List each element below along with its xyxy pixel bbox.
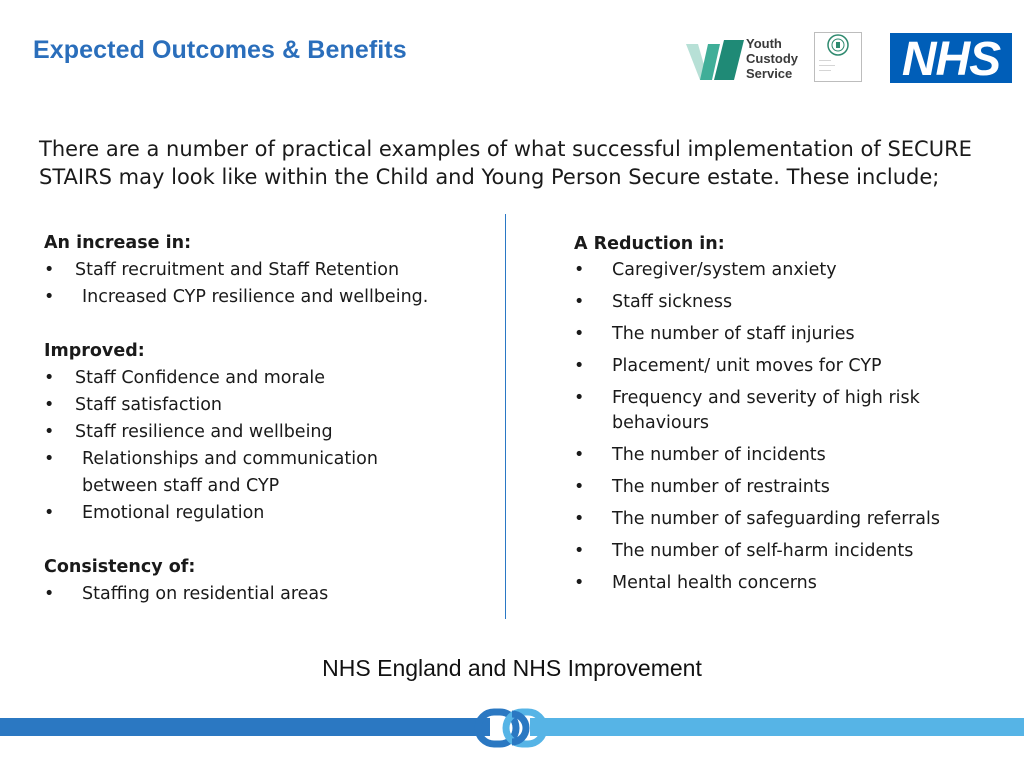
list-item: • Frequency and severity of high risk behaviours (574, 388, 920, 433)
list-item: • Emotional regulation (44, 503, 265, 523)
footer-bar-left (0, 718, 490, 736)
list-item: • Staff resilience and wellbeing (44, 422, 333, 442)
intro-paragraph: There are a number of practical examples of what successful implementation of SECURE STAIRS may look like within the Child and Young Person Secure estate. These include; (39, 137, 972, 189)
list-item: • The number of staff injuries (574, 324, 855, 344)
list-item: • The number of restraints (574, 477, 830, 497)
youth-custody-service-logo-mark (684, 34, 746, 82)
reduction-heading: A Reduction in: (574, 234, 725, 254)
list-item: • Staff Confidence and morale (44, 368, 326, 388)
list-item: • Staffing on residential areas (44, 584, 329, 604)
footer-label: NHS England and NHS Improvement (322, 655, 702, 681)
youth-custody-service-logo-text: Youth Custody Service (746, 36, 798, 81)
list-item: • The number of self-harm incidents (574, 541, 914, 561)
improved-heading: Improved: (44, 341, 145, 361)
list-item: • Placement/ unit moves for CYP (574, 356, 882, 376)
crest-icon (815, 33, 861, 57)
column-divider (505, 214, 506, 619)
chain-link-icon (474, 708, 548, 748)
list-item: • The number of incidents (574, 445, 826, 465)
improved-group (44, 338, 484, 527)
logo-bar (684, 28, 1014, 88)
increase-group (44, 230, 484, 311)
right-column (574, 230, 1014, 603)
list-item: • Staff recruitment and Staff Retention (44, 260, 400, 280)
nhs-logo: NHS (890, 33, 1012, 83)
footer-bar-right (530, 718, 1024, 736)
list-item: • Increased CYP resilience and wellbeing. (44, 287, 429, 307)
left-column (44, 230, 484, 635)
list-item: • Relationships and communication between staff and CYP (44, 449, 378, 496)
list-item: • Staff satisfaction (44, 395, 223, 415)
list-item: • Staff sickness (574, 292, 733, 312)
page-title: Expected Outcomes & Benefits (33, 36, 407, 64)
hm-prison-probation-logo: ——— ———— ——— (814, 32, 862, 82)
list-item: • Caregiver/system anxiety (574, 260, 837, 280)
increase-heading: An increase in: (44, 233, 192, 253)
consistency-heading: Consistency of: (44, 557, 196, 577)
list-item: • Mental health concerns (574, 573, 817, 593)
list-item: • The number of safeguarding referrals (574, 509, 941, 529)
consistency-group (44, 554, 484, 608)
